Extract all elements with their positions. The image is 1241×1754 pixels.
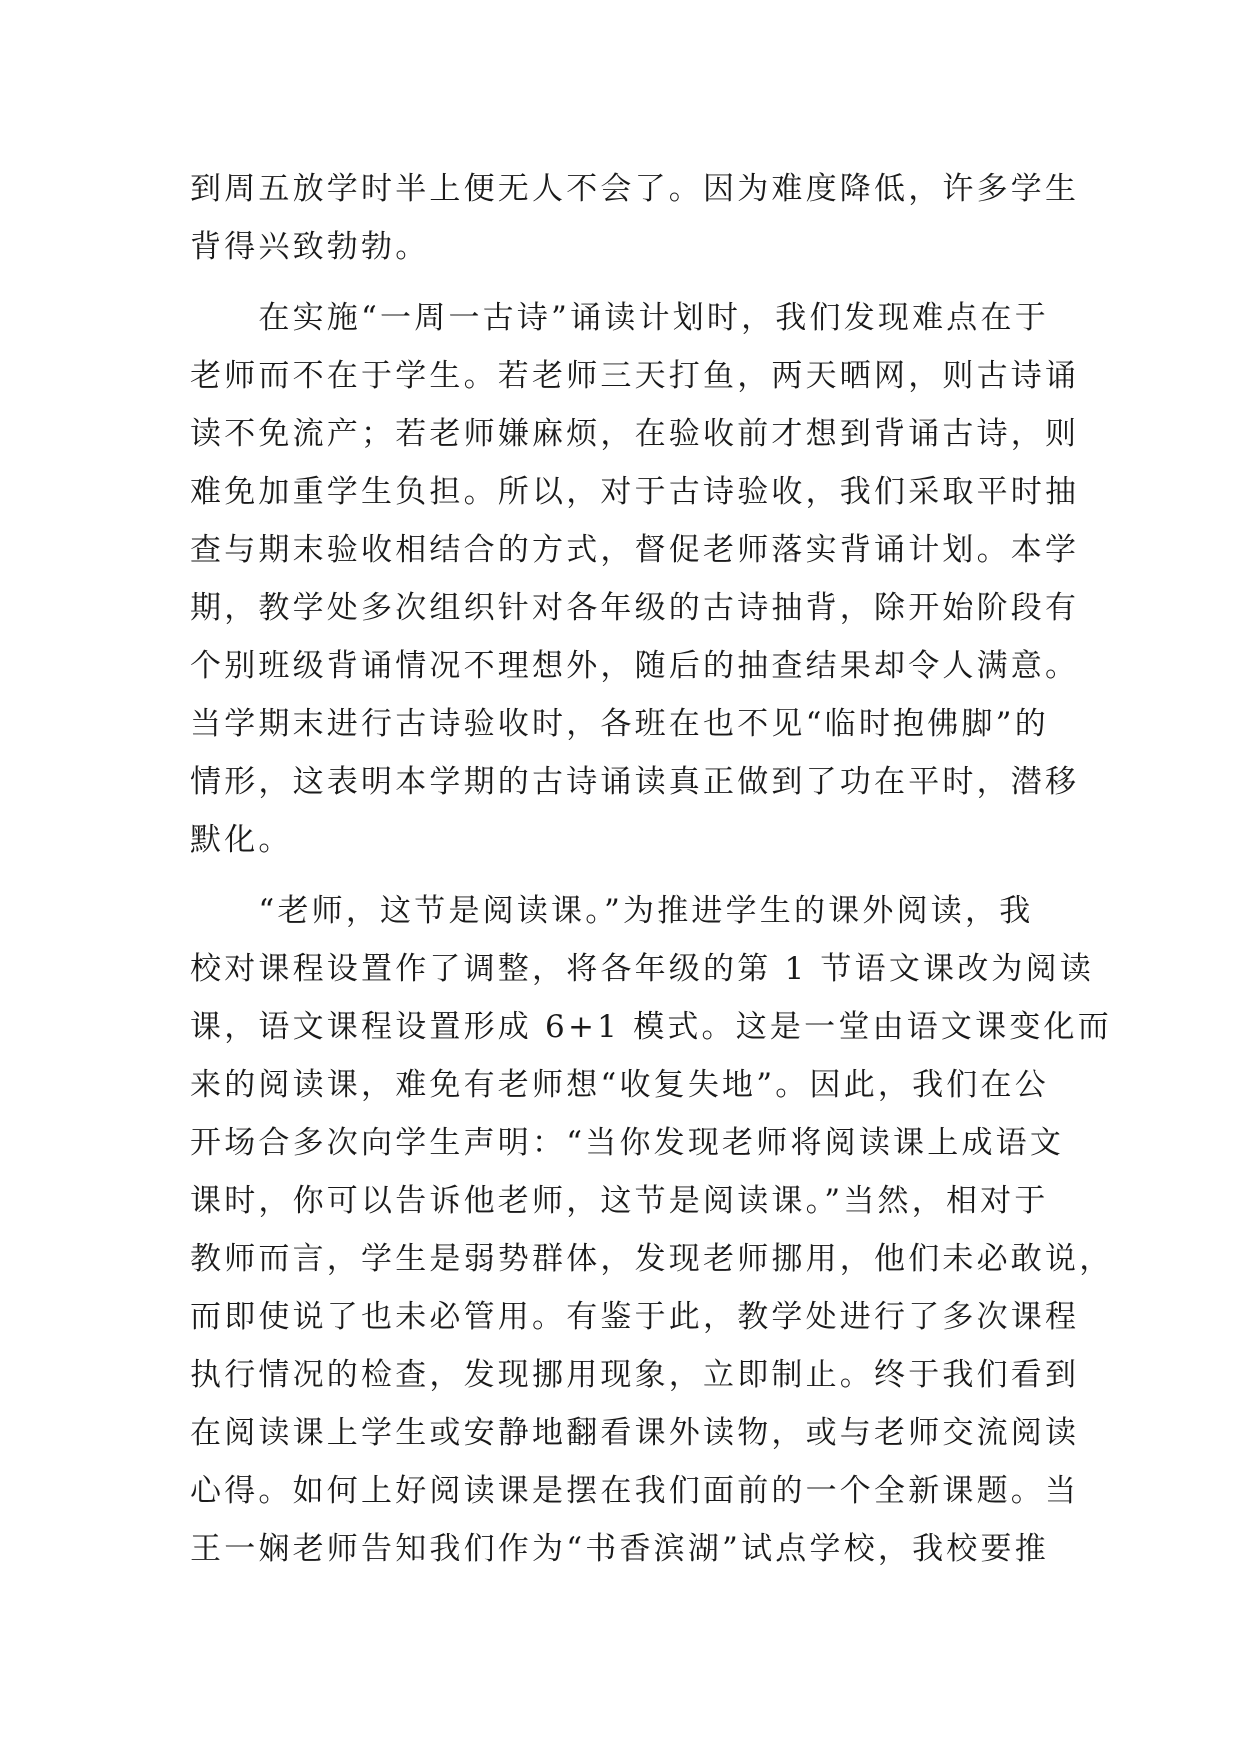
text-line: 心得。如何上好阅读课是摆在我们面前的一个全新课题。当 bbox=[190, 1473, 1080, 1509]
text-line: 课时，你可以告诉他老师，这节是阅读课。”当然，相对于 bbox=[190, 1183, 1049, 1219]
text-line: 在阅读课上学生或安静地翻看课外读物，或与老师交流阅读 bbox=[190, 1415, 1080, 1451]
document-body bbox=[190, 160, 1114, 1578]
text-line: 到周五放学时半上便无人不会了。因为难度降低，许多学生 bbox=[190, 171, 1080, 207]
text-line: 背得兴致勃勃。 bbox=[190, 229, 430, 265]
text-line: 在实施“一周一古诗”诵读计划时，我们发现难点在于 bbox=[190, 300, 1049, 336]
text-line: 王一娴老师告知我们作为“书香滨湖”试点学校，我校要推 bbox=[190, 1531, 1049, 1567]
paragraph-3 bbox=[190, 882, 1114, 1578]
text-line: 个别班级背诵情况不理想外，随后的抽查结果却令人满意。 bbox=[190, 648, 1080, 684]
text-line: 老师而不在于学生。若老师三天打鱼，两天晒网，则古诗诵 bbox=[190, 358, 1080, 394]
text-line: 情形，这表明本学期的古诗诵读真正做到了功在平时，潜移 bbox=[190, 764, 1080, 800]
text-line: “老师，这节是阅读课。”为推进学生的课外阅读，我 bbox=[190, 893, 1034, 929]
text-line: 来的阅读课，难免有老师想“收复失地”。因此，我们在公 bbox=[190, 1067, 1049, 1103]
text-line: 当学期末进行古诗验收时，各班在也不见“临时抱佛脚”的 bbox=[190, 706, 1049, 742]
paragraph-2 bbox=[190, 289, 1080, 869]
text-line: 课，语文课程设置形成 6+1 模式。这是一堂由语文课变化而 bbox=[190, 1009, 1112, 1045]
text-line: 教师而言，学生是弱势群体，发现老师挪用，他们未必敢说， bbox=[190, 1241, 1114, 1277]
text-line: 而即使说了也未必管用。有鉴于此，教学处进行了多次课程 bbox=[190, 1299, 1080, 1335]
paragraph-1 bbox=[190, 160, 1080, 276]
text-line: 查与期末验收相结合的方式，督促老师落实背诵计划。本学 bbox=[190, 532, 1080, 568]
text-line: 默化。 bbox=[190, 822, 293, 858]
text-line: 校对课程设置作了调整，将各年级的第 1 节语文课改为阅读 bbox=[190, 951, 1095, 987]
text-line: 执行情况的检查，发现挪用现象，立即制止。终于我们看到 bbox=[190, 1357, 1080, 1393]
text-line: 期，教学处多次组织针对各年级的古诗抽背，除开始阶段有 bbox=[190, 590, 1080, 626]
text-line: 难免加重学生负担。所以，对于古诗验收，我们采取平时抽 bbox=[190, 474, 1080, 510]
text-line: 读不免流产；若老师嫌麻烦，在验收前才想到背诵古诗，则 bbox=[190, 416, 1080, 452]
text-line: 开场合多次向学生声明：“当你发现老师将阅读课上成语文 bbox=[190, 1125, 1065, 1161]
